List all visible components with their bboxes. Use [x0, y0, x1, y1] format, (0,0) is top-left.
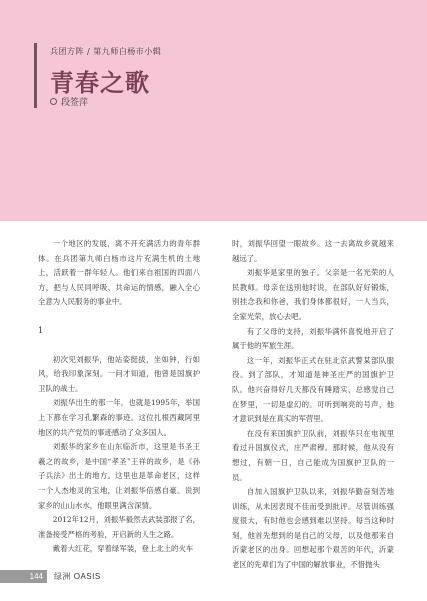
- left-paragraph: 一个地区的发展，离不开充满活力的青年群体。在兵团第九师白杨市这片充满生机的土地上，活跃着一群年轻人。他们来自祖国的四面八方，把与人民同呼吸、共命运的情感，融入全心全意为人民服务的事业中。: [38, 239, 200, 307]
- page-footer: [0, 570, 427, 584]
- author-line: [50, 95, 88, 108]
- column-line: 兵团方阵 / 第九师白杨市小辑: [50, 47, 162, 56]
- left-column: [38, 237, 200, 557]
- right-paragraph: 在没有来国旗护卫队前，刘振华只在电视里看过升国旗仪式，庄严肃穆。那时候，他从没有想过，有朝一日，自己能成为国旗护卫队的一员。: [232, 428, 394, 482]
- left-paragraph: 2012年12月，刘振华毅然去武装部报了名，准备接受严格的考验，开启新的人生之路。: [38, 515, 200, 539]
- author-marker-icon: [50, 98, 57, 105]
- magazine-label: 绿洲 OASIS: [54, 572, 101, 581]
- header-banner: [0, 0, 427, 221]
- author-name: 段签萍: [61, 98, 89, 108]
- left-paragraph: 刘振华出生的那一年，也就是1995年，举国上下都在学习孔繁森的事迹。这位扎根西藏阿里地区的共产党员的事迹感动了众多国人。: [38, 398, 200, 437]
- left-paragraph: 刘振华的家乡在山东临沂市，这里是书圣王羲之的故乡，是中国“孝圣”王祥的故乡，是《孙子兵法》出土的地方。这里也是革命老区，这样一个人杰地灵的宝地，让刘振华倍感自豪。说到家乡的山山水水，他眼里满含深情。: [38, 442, 200, 510]
- left-paragraph: 戴着大红花，穿着绿军装，登上北上的火车: [52, 544, 194, 554]
- article-title: 青春之歌: [50, 68, 150, 97]
- right-paragraph: 刘振华是家里的独子。父亲是一名光荣的人民教师。母亲在送别他时说，在部队好好锻炼，别挂念我和你爸，我们身体都很好，一人当兵，全家光荣，放心去吧。: [232, 268, 394, 321]
- section-number: 1: [38, 325, 44, 335]
- right-paragraph: 这一年，刘振华正式在驻北京武警某部队服役。到了部队，才知道是神圣庄严的国旗护卫队。他兴奋得好几天都没有睡踏实，总感觉自己在梦里，一切是虚幻的。可听到响亮的号声，他才意识到是在真实的军营里。: [232, 355, 394, 424]
- right-paragraph: 有了父母的支持，刘振华满怀喜悦地开启了属于他的军旅生涯。: [232, 326, 394, 351]
- page-number: 144: [0, 570, 47, 583]
- right-column: [232, 237, 394, 573]
- left-paragraph: 初次见刘振华，他站姿挺拔，坐如钟，行如风，给我印象深刻。一问才知道，他曾是国旗护卫队的战士。: [38, 354, 200, 393]
- header-rule: [34, 43, 37, 108]
- right-paragraph: 自加入国旗护卫队以来，刘振华勤奋刻苦地训练，从未因表现不佳而受到批评。尽管训练强度很大，有时他也会感到难以坚持。每当这种时刻，他首先想到的是自己的父母，以及他那来自沂蒙老区的出身。回想起那个艰苦的年代，沂蒙老区的先辈们为了中国的解放事业，不惜抛头: [232, 487, 394, 570]
- right-paragraph: 时，刘振华回望一眼故乡。这一去离故乡就越来越远了。: [232, 239, 394, 263]
